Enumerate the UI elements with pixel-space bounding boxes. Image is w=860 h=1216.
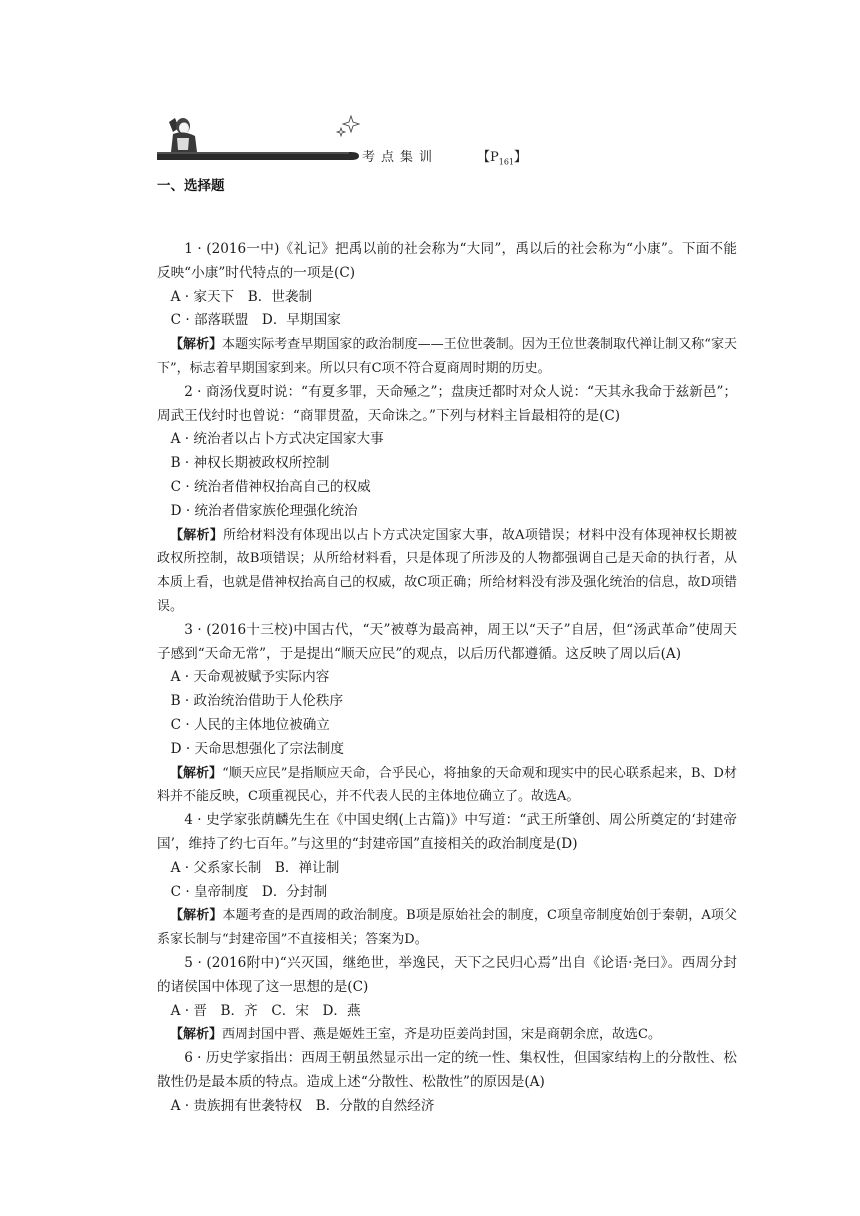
option-line: A · 统治者以占卜方式决定国家大事 <box>170 431 384 448</box>
analysis-label: 【解析】 <box>170 908 223 924</box>
option-line: D · 统治者借家族伦理强化统治 <box>170 502 358 519</box>
question-stem-4: 4 · 史学家张荫麟先生在《中国史纲(上古篇)》中写道：“武王所肇创、周公所奠定的‘封建帝国’，维持了约七百年。”与这里的“封建帝国”直接相关的政治制度是(D) <box>157 812 737 852</box>
page-reference <box>477 146 527 167</box>
question-stem-1: 1 · (2016一中)《礼记》把禹以前的社会称为“大同”，禹以后的社会称为“小康”。下面不能反映“小康”时代特点的一项是(C) <box>157 241 737 281</box>
section-banner <box>155 112 575 167</box>
analysis-label: 【解析】 <box>170 765 223 781</box>
option-line: C · 统治者借神权抬高自己的权威 <box>170 478 371 495</box>
option-line: A · 晋 B．齐 C．宋 D．燕 <box>170 1002 361 1019</box>
analysis-2 <box>157 524 737 619</box>
analysis-label: 【解析】 <box>170 527 224 543</box>
question-stem-6: 6 · 历史学家指出：西周王朝虽然显示出一定的统一性、集权性，但国家结构上的分散性、松散性仍是最本质的特点。造成上述“分散性、松散性”的原因是(A) <box>157 1050 737 1090</box>
section-title: 一、选择题 <box>157 178 225 194</box>
analysis-4 <box>157 904 737 952</box>
option-line: C · 皇帝制度 D．分封制 <box>170 883 328 900</box>
analysis-label: 【解析】 <box>170 337 223 353</box>
analysis-5 <box>157 1023 737 1047</box>
option-line: C · 部落联盟 D．早期国家 <box>170 312 341 329</box>
student-figure-icon <box>155 112 365 162</box>
page-ref-open: 【P <box>477 150 499 165</box>
analysis-1 <box>157 333 737 381</box>
analysis-text: 本题实际考查早期国家的政治制度——王位世袭制。因为王位世袭制取代禅让制又称“家天下”，标志着早期国家到来。所以只有C项不符合夏商周时期的历史。 <box>157 337 737 376</box>
option-line: D · 天命思想强化了宗法制度 <box>170 740 344 757</box>
question-stem-3: 3 · (2016十三校)中国古代，“天”被尊为最高神，周王以“天子”自居，但“汤武革命”使周天子感到“天命无常”，于是提出“顺天应民”的观点，以后历代都遵循。这反映了周以后(A) <box>157 621 737 662</box>
question-stem-5: 5 · (2016附中)“兴灭国，继绝世，举逸民，天下之民归心焉”出自《论语·尧曰》。西周分封的诸侯国中体现了这一思想的是(C) <box>157 954 737 995</box>
analysis-text: “顺天应民”是指顺应天命，合乎民心，将抽象的天命观和现实中的民心联系起来，B、D材料并不能反映，C项重视民心，并不代表人民的主体地位确立了。故选A。 <box>157 765 737 805</box>
option-line: A · 家天下 B．世袭制 <box>170 288 313 305</box>
option-line: C · 人民的主体地位被确立 <box>170 716 330 733</box>
page-ref-close: 】 <box>514 150 528 165</box>
analysis-label: 【解析】 <box>170 1027 223 1043</box>
banner-title: 考点集训 <box>362 150 439 165</box>
question-list <box>157 238 737 1118</box>
analysis-3 <box>157 762 737 810</box>
option-line: A · 父系家长制 B．禅让制 <box>170 859 340 876</box>
option-line: A · 贵族拥有世袭特权 B．分散的自然经济 <box>170 1097 435 1114</box>
option-line: B · 神权长期被政权所控制 <box>170 455 330 472</box>
analysis-text: 西周封国中晋、燕是姬姓王室，齐是功臣姜尚封国，宋是商朝余庶，故选C。 <box>222 1027 661 1043</box>
analysis-text: 所给材料没有体现出以占卜方式决定国家大事，故A项错误；材料中没有体现神权长期被政权所控制，故B项错误；从所给材料看，只是体现了所涉及的人物都强调自己是天命的执行者，从本质上看，也就是借神权抬高自己的权威，故C项正确；所给材料没有涉及强化统治的信息，故D项错误。 <box>157 527 737 614</box>
page-ref-number: 161 <box>498 157 515 167</box>
option-line: B · 政治统治借助于人伦秩序 <box>170 693 344 710</box>
question-stem-2: 2 · 商汤伐夏时说：“有夏多罪，天命殛之”；盘庚迁都时对众人说：“天其永我命于兹新邑”；周武王伐纣时也曾说：“商罪贯盈，天命诛之。”下列与材料主旨最相符的是(C) <box>157 383 737 424</box>
option-line: A · 天命观被赋予实际内容 <box>170 669 330 686</box>
analysis-text: 本题考查的是西周的政治制度。B项是原始社会的制度，C项皇帝制度始创于秦朝，A项父系家长制与“封建帝国”不直接相关；答案为D。 <box>157 908 737 948</box>
